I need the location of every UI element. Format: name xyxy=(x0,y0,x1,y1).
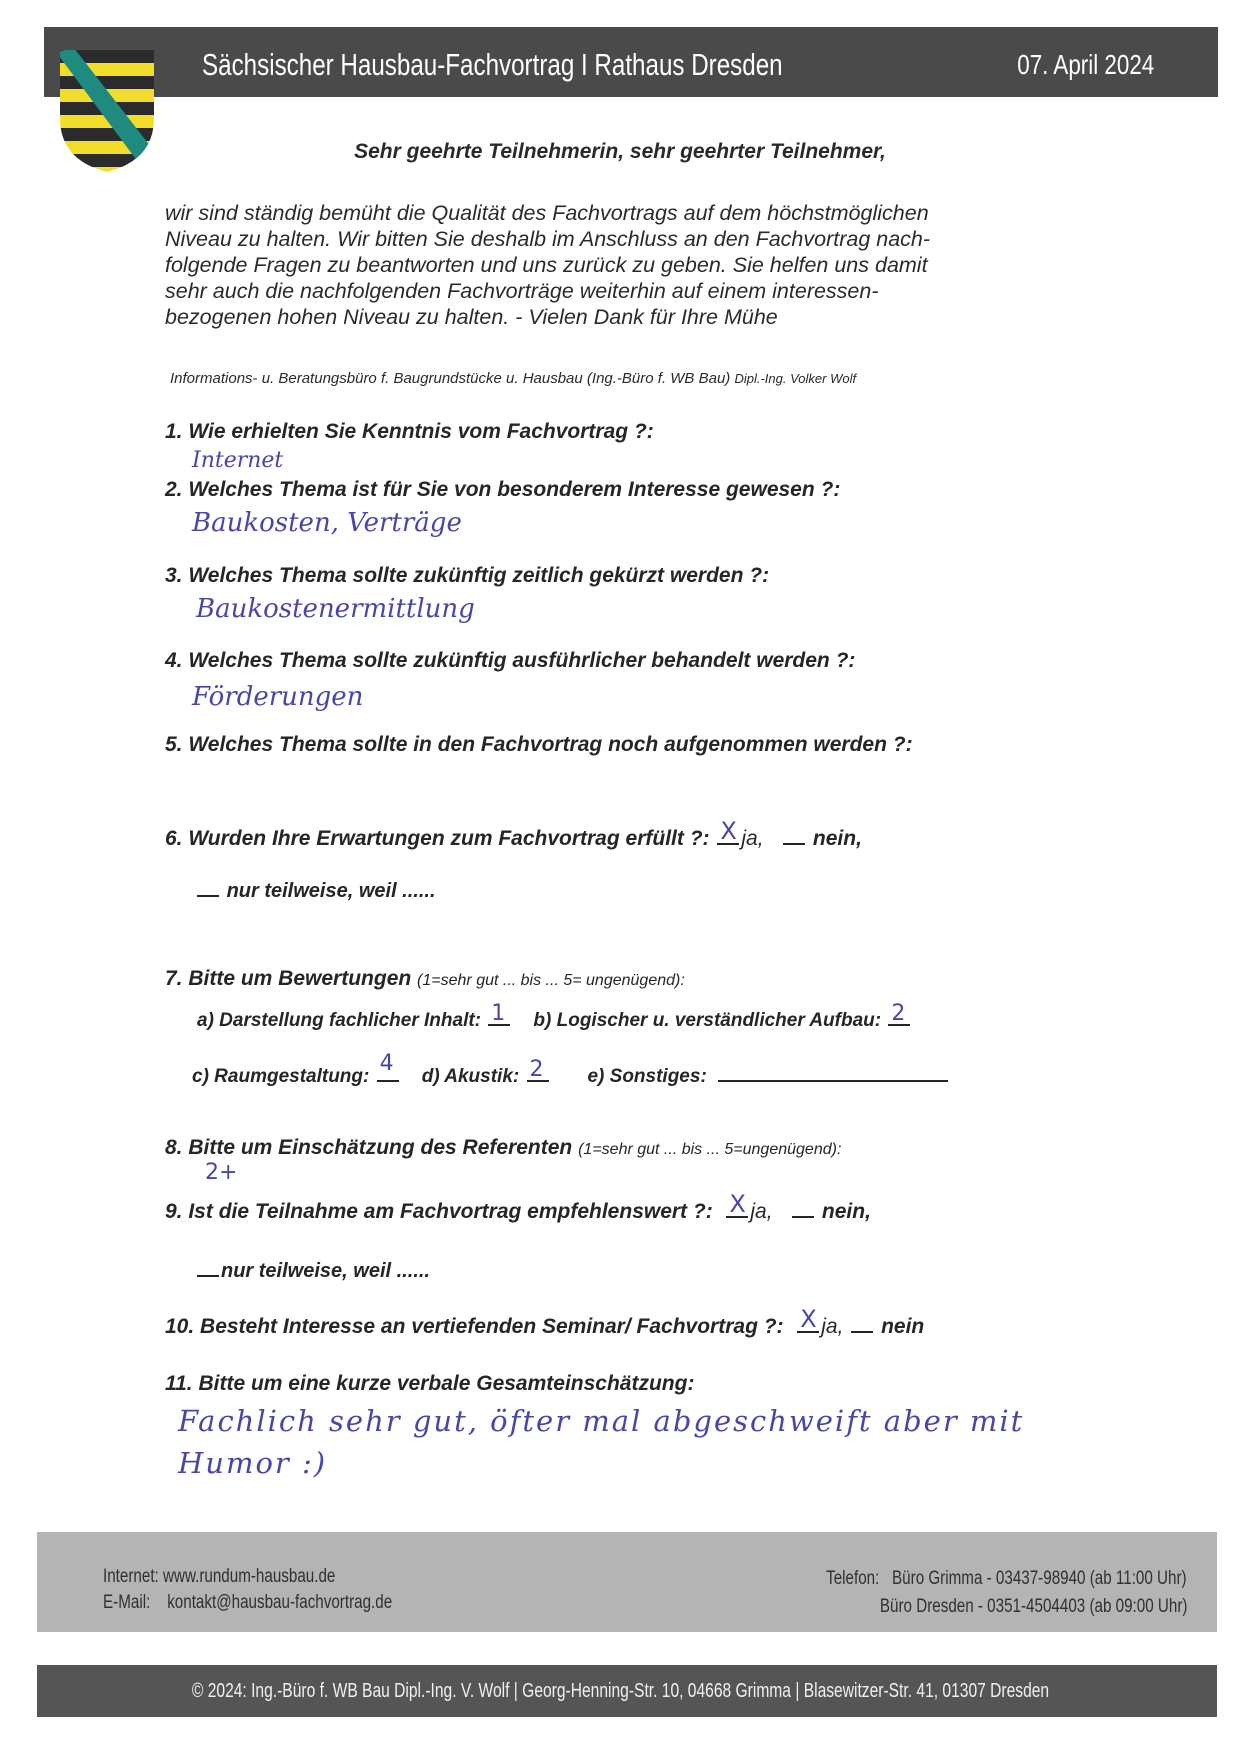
intro-paragraph xyxy=(165,200,1065,330)
q6-partial-label: nur teilweise, weil ...... xyxy=(226,880,436,902)
q9-no-checkbox[interactable] xyxy=(792,1215,814,1218)
check-mark: X xyxy=(729,1190,746,1218)
greeting: Sehr geehrte Teilnehmerin, sehr geehrter Teilnehmer, xyxy=(354,140,886,163)
q9-yes-checkbox[interactable] xyxy=(726,1190,748,1218)
question-8 xyxy=(165,1136,841,1160)
intro-line: sehr auch die nachfolgenden Fachvorträge weiterhin auf einem interessen- xyxy=(165,279,879,303)
rating-b-field[interactable] xyxy=(888,1001,910,1026)
question-10-text: 10. Besteht Interesse an vertiefenden Seminar/ Fachvortrag ?: xyxy=(165,1315,784,1338)
rating-e-field[interactable] xyxy=(718,1079,948,1082)
rating-c-field[interactable] xyxy=(377,1051,399,1082)
answer-2[interactable]: Baukosten, Verträge xyxy=(192,508,462,538)
q10-no-checkbox[interactable] xyxy=(851,1330,873,1333)
contact-phone-grimma xyxy=(827,1568,1187,1590)
question-6 xyxy=(165,817,862,851)
question-3: 3. Welches Thema sollte zukünftig zeitlich gekürzt werden ?: xyxy=(165,564,770,587)
office-person: Dipl.-Ing. Volker Wolf xyxy=(734,371,857,386)
check-mark: X xyxy=(800,1305,817,1333)
header-date: 07. April 2024 xyxy=(1017,49,1154,80)
question-7-note: (1=sehr gut ... bis ... 5= ungenügend): xyxy=(417,972,685,989)
phone-grimma: Büro Grimma - 03437-98940 (ab 11:00 Uhr) xyxy=(892,1568,1187,1589)
q6-no-checkbox[interactable] xyxy=(783,842,805,845)
rating-a-value: 1 xyxy=(491,1001,506,1026)
rating-a-label: a) Darstellung fachlicher Inhalt: xyxy=(197,1010,481,1031)
intro-line: folgende Fragen zu beantworten und uns zurück zu geben. Sie helfen uns damit xyxy=(165,253,928,277)
contact-phone-dresden xyxy=(879,1596,1187,1618)
rating-b-value: 2 xyxy=(891,1001,906,1026)
rating-d-field[interactable] xyxy=(527,1057,549,1082)
q9-partial-row xyxy=(195,1260,430,1283)
question-4: 4. Welches Thema sollte zukünftig ausführlicher behandelt werden ?: xyxy=(165,649,856,672)
q6-no-label: nein, xyxy=(812,827,862,850)
office-name: Informations- u. Beratungsbüro f. Baugrundstücke u. Hausbau (Ing.-Büro f. WB Bau) xyxy=(170,370,731,387)
rating-c-label: c) Raumgestaltung: xyxy=(192,1066,370,1087)
q10-no-label: nein xyxy=(881,1315,925,1338)
question-9 xyxy=(165,1190,871,1224)
q9-partial-checkbox[interactable] xyxy=(197,1274,219,1277)
intro-line: Niveau zu halten. Wir bitten Sie deshalb im Anschluss an den Fachvortrag nach- xyxy=(165,227,931,251)
phone-dresden: Büro Dresden - 0351-4504403 (ab 09:00 Uhr) xyxy=(879,1596,1187,1617)
q10-yes-label: ja, xyxy=(821,1315,844,1338)
footer-copyright: © 2024: Ing.-Büro f. WB Bau Dipl.-Ing. V. Wolf | Georg-Henning-Str. 10, 04668 Grimma | Blasewitzer-Str. 41, 01307 Dresden xyxy=(191,1680,1049,1702)
q9-yes-label: ja, xyxy=(750,1200,773,1223)
contact-email xyxy=(103,1592,392,1614)
question-8-text: 8. Bitte um Einschätzung des Referenten xyxy=(165,1136,573,1159)
rating-d-value: 2 xyxy=(529,1057,544,1082)
q10-yes-checkbox[interactable] xyxy=(797,1305,819,1333)
answer-4[interactable]: Förderungen xyxy=(192,682,364,712)
rating-cde-row xyxy=(192,1051,948,1088)
intro-line: wir sind ständig bemüht die Qualität des Fachvortrags auf dem höchstmöglichen xyxy=(165,201,929,225)
question-7-text: 7. Bitte um Bewertungen xyxy=(165,967,412,990)
answer-1[interactable]: Internet xyxy=(192,448,284,473)
q6-partial-row xyxy=(195,880,436,903)
rating-b-label: b) Logischer u. verständlicher Aufbau: xyxy=(533,1010,882,1031)
question-6-text: 6. Wurden Ihre Erwartungen zum Fachvortrag erfüllt ?: xyxy=(165,827,710,850)
question-5: 5. Welches Thema sollte in den Fachvortrag noch aufgenommen werden ?: xyxy=(165,733,913,756)
rating-a-field[interactable] xyxy=(488,1001,510,1026)
header-title: Sächsischer Hausbau-Fachvortrag I Rathaus Dresden xyxy=(202,47,783,82)
question-10 xyxy=(165,1305,925,1339)
question-11: 11. Bitte um eine kurze verbale Gesamteinschätzung: xyxy=(165,1372,695,1395)
q6-yes-checkbox[interactable] xyxy=(717,817,739,845)
question-1: 1. Wie erhielten Sie Kenntnis vom Fachvortrag ?: xyxy=(165,420,654,443)
rating-a-row xyxy=(197,1001,912,1032)
q6-yes-label: ja, xyxy=(741,827,764,850)
office-line xyxy=(170,370,856,387)
rating-d-label: d) Akustik: xyxy=(421,1066,520,1087)
email-link[interactable]: kontakt@hausbau-fachvortrag.de xyxy=(167,1592,393,1613)
intro-line: bezogenen hohen Niveau zu halten. - Vielen Dank für Ihre Mühe xyxy=(165,305,778,329)
q6-partial-checkbox[interactable] xyxy=(197,894,219,897)
answer-11-line-1[interactable]: Fachlich sehr gut, öfter mal abgeschweift aber mit xyxy=(178,1404,1025,1438)
q9-no-label: nein, xyxy=(821,1200,871,1223)
footer-text xyxy=(0,1665,1240,1717)
question-9-text: 9. Ist die Teilnahme am Fachvortrag empfehlenswert ?: xyxy=(165,1200,713,1223)
question-8-note: (1=sehr gut ... bis ... 5=ungenügend): xyxy=(578,1141,842,1158)
question-2: 2. Welches Thema ist für Sie von besonderem Interesse gewesen ?: xyxy=(165,478,841,501)
q9-partial-label: nur teilweise, weil ...... xyxy=(221,1260,430,1282)
answer-11-line-2[interactable]: Humor :) xyxy=(178,1446,328,1480)
contact-internet xyxy=(103,1566,335,1588)
question-7 xyxy=(165,967,685,991)
internet-link[interactable]: www.rundum-hausbau.de xyxy=(163,1566,336,1587)
rating-e-label: e) Sonstiges: xyxy=(587,1066,707,1087)
rating-c-value: 4 xyxy=(379,1051,394,1076)
answer-3[interactable]: Baukostenermittlung xyxy=(196,594,475,624)
internet-label: Internet: xyxy=(103,1566,159,1587)
phone-label: Telefon: xyxy=(826,1568,880,1589)
email-label: E-Mail: xyxy=(103,1592,151,1613)
check-mark: X xyxy=(720,817,737,845)
answer-8[interactable]: 2+ xyxy=(205,1160,238,1185)
